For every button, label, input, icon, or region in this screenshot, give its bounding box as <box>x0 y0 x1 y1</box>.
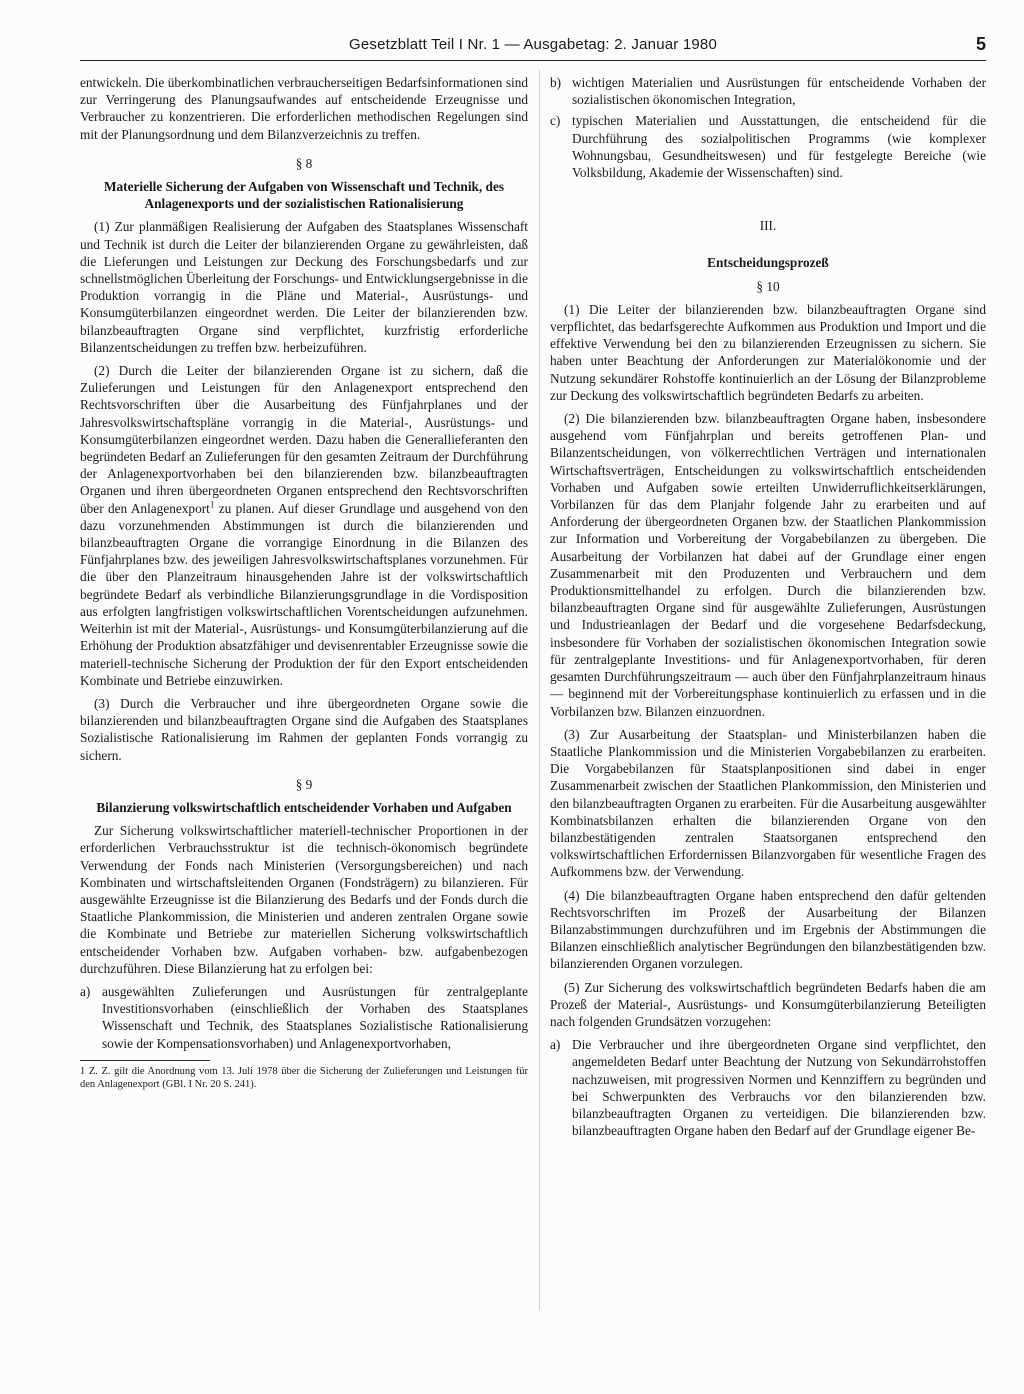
section-8-paragraph-1: (1) Zur planmäßigen Realisierung der Aufgaben des Staatsplanes Wissenschaft und Technik ist durch die Leiter der bilanzierenden Organe zu gewährleisten, daß die Lieferungen und Leistungen zur Deckung des Forschungsbedarfs und zur schnellstmöglichen Überleitung der Forschungs- und Entwicklungsergebnisse in die Produktion vorrangig in die Pläne und Material-, Ausrüstungs- und Konsumgüterbilanzen eingeordnet werden. Die Leiter der bilanzierenden bzw. bilanzbeauftragten Organe sind verpflichtet, kurzfristig erforderliche Bilanzentscheidungen zu treffen bzw. herbeizuführen. <box>80 219 528 355</box>
footnote-reference: 1 <box>209 499 215 510</box>
section-8-title: Materielle Sicherung der Aufgaben von Wissenschaft und Technik, des Anlagenexports und der sozialistischen Rationalisierung <box>103 179 505 212</box>
section-10-paragraph-2: (2) Die bilanzierenden bzw. bilanzbeauftragten Organe haben, insbesondere ausgehend vom Fünfjahrplan und bereits getroffenen Plan- und Bilanzentscheidungen, von völkerrechtlichen Verträgen und internationalen Wirtschaftsverträgen, Entscheidungen zu volkswirtschaftlich entscheidenden Vorhaben und Aufgaben sowie erteilten Unwiderruflichkeitserklärungen, Vorbilanzen für das dem Planjahr folgende Jahr zu erarbeiten und auf Anforderung der übergeordneten Organen bzw. der Staatlichen Plankommission zur Information und Vorbereitung der Vorgabebilanzen zu übergeben. Die Ausarbeitung der Vorbilanzen hat dabei auf der Grundlage einer engen Zusammenarbeit mit den Produzenten und Verbrauchern und dem Produktionsmittelhandel zu erfolgen. Durch die bilanzierenden bzw. bilanzbeauftragten Organe sind für ausgewählte Zulieferungen, Ausrüstungen und Industrieanlagen der Bedarf und die vorgesehene Bedarfsdeckung, insbesondere für Vorhaben der sozialistischen ökonomischen Integration sowie für zentralgeplante Investitions- und für Anlagenexportvorhaben, für deren gesamten Durchführungszeitraum — auch über den Fünfjahrplanzeitraum hinaus — beginnend mit der Vorbereitungsphase kontinuierlich zu erfassen und in die Vorbilanzen bzw. Bilanzen einzuordnen. <box>550 411 986 719</box>
footnote-rule <box>80 1060 210 1061</box>
list-marker: b) <box>550 75 562 90</box>
left-column <box>80 74 528 1091</box>
list-marker: c) <box>550 113 561 129</box>
column-divider <box>539 70 540 1310</box>
footnote: 1 Z. Z. gilt die Anordnung vom 13. Juli 1978 über die Sicherung der Zulieferungen und Leistungen für den Anlagenexport (GBl. I Nr. 20 S. 241). <box>80 1065 528 1090</box>
part-title: Entscheidungsprozeß <box>707 255 829 271</box>
section-10-paragraph-3: (3) Zur Ausarbeitung der Staatsplan- und Ministerbilanzen haben die Staatliche Plankommission und die Ministerien Vorgabebilanzen zu erarbeiten. Die Vorgabebilanzen für Staatsplanpositionen sind dabei in enger Zusammenarbeit zwischen der Staatlichen Plankommission, den Ministerien und den bilanzbeauftragten Organen zu erarbeiten. Für die Ausarbeitung ausgewählter Kombinatsbilanzen erhalten die bilanzierenden Organe von den bilanzbestätigenden zentralen Staatsorganen entsprechend den volkswirtschaftlichen Erfordernissen Bilanzvorgaben für wesentliche Fragen des Aufkommens bzw. der Verwendung. <box>550 726 986 880</box>
section-10-paragraph-5: (5) Zur Sicherung des volkswirtschaftlich begründeten Bedarfs haben die am Prozeß der Material-, Ausrüstungs- und Konsumgüterbilanzierung Beteiligten nach folgenden Grundsätzen vorzugehen: <box>550 979 986 1029</box>
section-10-paragraph-4: (4) Die bilanzbeauftragten Organe haben entsprechend den dafür geltenden Rechtsvorschriften im Prozeß der Ausarbeitung der Bilanzen Bilanzabstimmungen durchzuführen und im Ergebnis der Abstimmungen die Bilanzen einschließlich analytischer Begründungen den bilanzbestätigenden bzw. bilanzierenden Organen vorzulegen. <box>550 887 986 972</box>
section-10-number: § 10 <box>756 278 780 294</box>
running-title: Gesetzblatt Teil I Nr. 1 — Ausgabetag: 2. Januar 1980 <box>348 36 718 53</box>
list-item-text: Die Verbraucher und ihre übergeordneten Organe sind verpflichtet, den angemeldeten Bedarf unter Beachtung der Nutzung von Sekundärrohstoffen nachzuweisen, mit progressiven Normen und Kennziffern zu begründen und bei Schwerpunkten des Verbrauchs vor den bilanzierenden bzw. bilanzbeauftragten Organen zu verteidigen. Die bilanzierenden bzw. bilanzbeauftragten Organe haben den Bedarf auf der Grundlage eigener Be- <box>572 1037 986 1139</box>
section-9-number: § 9 <box>295 776 313 792</box>
list-item <box>550 1036 986 1139</box>
section-8-paragraph-3: (3) Durch die Verbraucher und ihre übergeordneten Organe sowie die bilanzierenden und bilanzbeauftragten Organe sind die Aufgaben des Staatsplanes Sozialistische Rationalisierung im Rahmen der geplanten Fonds vorrangig zu sichern. <box>80 695 528 763</box>
section-8-paragraph-2 <box>80 362 528 689</box>
list-item-text: ausgewählten Zulieferungen und Ausrüstungen für zentralgeplante Investitionsvorhaben (einschließlich der Vorhaben des Staatsplanes Wissenschaft und Technik, des Staatsplanes Sozialistische Rationalisierung sowie der Kompensationsvorhaben) und Anlagenexportvorhaben, <box>102 983 528 1051</box>
list-item-text: typischen Materialien und Ausstattungen, die entscheidend für die Durchführung des sozialpolitischen Programms (wie komplexer Wohnungsbau, Gesundheitswesen) und für festgelegte Bereiche (wie Volksbildung, Akademie der Wissenschaften) sind. <box>572 113 986 181</box>
list-item-text: wichtigen Materialien und Ausrüstungen für entscheidende Vorhaben der sozialistischen ökonomischen Integration, <box>572 75 986 108</box>
section-8-number: § 8 <box>295 155 313 171</box>
section-8-paragraph-2-part-a: (2) Durch die Leiter der bilanzierenden Organe ist zu sichern, daß die Zulieferungen und Leistungen für den Anlagenexport entsprechend den Rechtsvorschriften über die Ausarbeitung des Fünfjahrplanes und der Jahresvolkswirtschaftspläne vorrangig in die Material-, Ausrüstungs- und Konsumgüterbilanzen eingeordnet werden. Dazu haben die Generallieferanten den begründeten Bedarf an Zulieferungen für den gesamten Zeitraum der Durchführung der Anlagenexportvorhaben bei den bilanzierenden bzw. bilanzbeauftragten Organen und ihren übergeordneten Organen entsprechend den Rechtsvorschriften über den Anlagenexport <box>80 363 528 516</box>
list-item <box>80 983 528 1052</box>
list-marker: a) <box>550 1037 561 1053</box>
intro-paragraph: entwickeln. Die überkombinatlichen verbraucherseitigen Bedarfsinformationen sind zur Verringerung des Planungsaufwandes auf entscheidende Erzeugnisse und Verbraucher zu konzentrieren. Die erforderlichen methodischen Regelungen sind mit der Planungsordnung und dem Bilanzverzeichnis zu treffen. <box>80 75 528 142</box>
section-10-paragraph-1: (1) Die Leiter der bilanzierenden bzw. bilanzbeauftragten Organe sind verpflichtet, das bedarfsgerechte Aufkommen aus Produktion und Import und die effektive Verwendung bei den zu bilanzierenden Erzeugnissen zu sichern. Sie haben unter Beachtung der Anforderungen zur Materialökonomie und der Nutzung sekundärer Rohstoffe kontinuierlich an der Lösung der Bilanzprobleme zur Deckung des volkswirtschaftlich begründeten Bedarfs zu arbeiten. <box>550 301 986 403</box>
list-item <box>550 74 986 108</box>
section-8-paragraph-2-part-b: zu planen. Auf dieser Grundlage und ausgehend von den dazu vorzunehmenden Abstimmungen ist durch die bilanzierenden und bilanzbeauftragten Organe die vorrangige Einordnung in die Bilanzen des Fünfjahrplanes bzw. des jeweiligen Jahresvolkswirtschaftsplanes vorzunehmen. Für die über den Planzeitraum hinausgehenden Jahre ist der volkswirtschaftlich begründete Bedarf als verbindliche Bilanzierungsgrundlage in die Vordisposition aus erfolgten langfristigen volkswirtschaftlichen Vorentscheidungen aufzunehmen. Weiterhin ist mit der Material-, Ausrüstungs- und Konsumgüterbilanzierung auf die Erhöhung der Produktion absatzfähiger und devisenrentabler Erzeugnisse sowie die materiell-technische Sicherung der Produktion der für den Export entscheidenden Kombinate und Betriebe einzuwirken. <box>80 500 528 688</box>
right-column <box>550 74 986 1143</box>
part-number: III. <box>759 218 777 234</box>
list-item <box>550 112 986 181</box>
page-number: 5 <box>975 34 986 54</box>
running-header <box>80 34 986 61</box>
section-9-title: Bilanzierung volkswirtschaftlich entscheidender Vorhaben und Aufgaben <box>96 799 512 815</box>
section-9-paragraph-1: Zur Sicherung volkswirtschaftlicher materiell-technischer Proportionen in der erforderlichen Verbrauchsstruktur ist die technisch-ökonomisch begründete Verwendung der Fonds nach Ministerien (Versorgungsbereichen) und nach Kombinaten und wirtschaftsleitenden Organen (Fondsträgern) zu bilanzieren. Für ausgewählte Erzeugnisse ist die Bilanzierung des Bedarfs und der Fonds durch die Staatliche Plankommission, die Ministerien und anderen zentralen Organe sowie die Kombinate und Betriebe zur materiellen Sicherung volkswirtschaftlich entscheidender Vorhaben bzw. Aufgaben vorhaben- bzw. aufgabenbezogen durchzuführen. Diese Bilanzierung hat zu erfolgen bei: <box>80 823 528 976</box>
list-marker: a) <box>80 983 91 999</box>
